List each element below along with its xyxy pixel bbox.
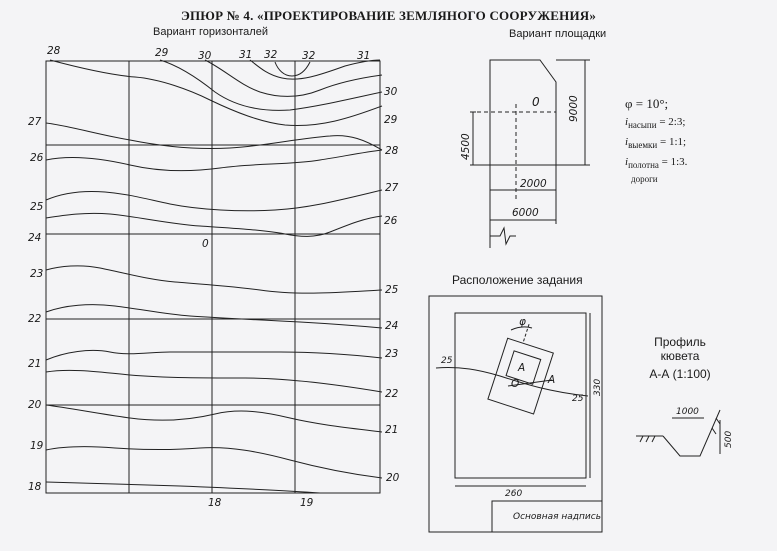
dim-horizontal: 260 bbox=[505, 489, 523, 499]
platform-caption: Вариант площадки bbox=[509, 28, 607, 40]
right-label: 22 bbox=[385, 388, 399, 400]
slope-fill-param bbox=[625, 116, 687, 132]
left-label: 27 bbox=[28, 116, 42, 128]
slope-subscript: насыпи bbox=[628, 120, 657, 131]
ditch-dim-depth: 500 bbox=[724, 430, 734, 448]
top-label: 32 bbox=[264, 49, 278, 61]
top-label: 28 bbox=[47, 45, 61, 57]
slope-road-param bbox=[625, 156, 687, 172]
platform-drawing bbox=[470, 60, 590, 248]
ditch-caption bbox=[645, 335, 715, 381]
left-label: 26 bbox=[30, 152, 44, 164]
left-label: 20 bbox=[28, 399, 42, 411]
top-label: 30 bbox=[198, 50, 212, 62]
left-label: 22 bbox=[28, 313, 42, 325]
title-block-stamp: Основная надпись bbox=[513, 512, 602, 522]
slope-value: = 2:3; bbox=[656, 116, 686, 128]
ditch-caption-line: кювета bbox=[660, 349, 700, 363]
ditch-caption-line: А-А (1:100) bbox=[649, 367, 711, 381]
contour-map-frame bbox=[46, 61, 380, 493]
dim-width: 6000 bbox=[512, 207, 539, 219]
page-title: ЭПЮР № 4. «ПРОЕКТИРОВАНИЕ ЗЕМЛЯНОГО СООРУЖЕНИЯ» bbox=[180, 8, 597, 23]
platform-origin-label: 0 bbox=[532, 95, 540, 109]
origin-label: 0 bbox=[202, 238, 209, 250]
bottom-label: 19 bbox=[300, 497, 314, 509]
left-label: 18 bbox=[28, 481, 42, 493]
right-label: 29 bbox=[384, 114, 398, 126]
ditch-dim-width: 1000 bbox=[676, 407, 699, 417]
phi-param: φ = 10°; bbox=[625, 96, 669, 111]
phi-angle-label: φ bbox=[519, 316, 526, 328]
contour-right-label: 25 bbox=[572, 394, 584, 404]
slope-symbol: i bbox=[625, 116, 629, 128]
left-label: 21 bbox=[28, 358, 42, 370]
bottom-label: 18 bbox=[208, 497, 222, 509]
right-label: 28 bbox=[385, 145, 399, 157]
section-label-a2: A bbox=[548, 374, 556, 386]
contour-left-label: 25 bbox=[441, 356, 453, 366]
slope-symbol: i bbox=[625, 136, 629, 149]
slope-value: = 1:1; bbox=[657, 136, 687, 149]
right-label: 25 bbox=[385, 284, 399, 296]
right-label: 23 bbox=[385, 348, 399, 360]
section-label-a1: A bbox=[518, 362, 526, 374]
right-label: 20 bbox=[386, 472, 400, 484]
left-label: 25 bbox=[30, 201, 44, 213]
left-label: 24 bbox=[28, 232, 42, 244]
slope-road-subscript2: дороги bbox=[631, 173, 658, 184]
ditch-caption-line: Профиль bbox=[654, 335, 706, 349]
dim-height: 9000 bbox=[568, 95, 580, 122]
slope-cut-param bbox=[625, 136, 687, 152]
slope-subscript: выемки bbox=[628, 140, 658, 151]
right-label: 26 bbox=[384, 215, 398, 227]
slope-symbol: i bbox=[625, 156, 629, 169]
dim-inner: 2000 bbox=[520, 178, 547, 190]
contour-map-caption: Вариант горизонталей bbox=[153, 26, 268, 38]
slope-value: = 1:3. bbox=[658, 156, 688, 169]
dim-vertical: 330 bbox=[593, 378, 603, 396]
left-label: 23 bbox=[30, 268, 44, 280]
right-label: 30 bbox=[384, 86, 398, 98]
top-label: 29 bbox=[155, 47, 169, 59]
right-label: 24 bbox=[385, 320, 399, 332]
top-label: 32 bbox=[302, 50, 316, 62]
right-label: 21 bbox=[385, 424, 399, 436]
top-label: 31 bbox=[239, 49, 253, 61]
design-parameters bbox=[625, 97, 687, 186]
slope-subscript: полотна bbox=[628, 160, 659, 171]
left-label: 19 bbox=[30, 440, 44, 452]
building-caption: Расположение задания bbox=[452, 273, 583, 287]
building-origin-label: O bbox=[511, 378, 520, 390]
dim-left: 4500 bbox=[460, 133, 472, 160]
right-label: 27 bbox=[385, 182, 399, 194]
top-label: 31 bbox=[357, 50, 371, 62]
contour-lines bbox=[46, 60, 382, 493]
